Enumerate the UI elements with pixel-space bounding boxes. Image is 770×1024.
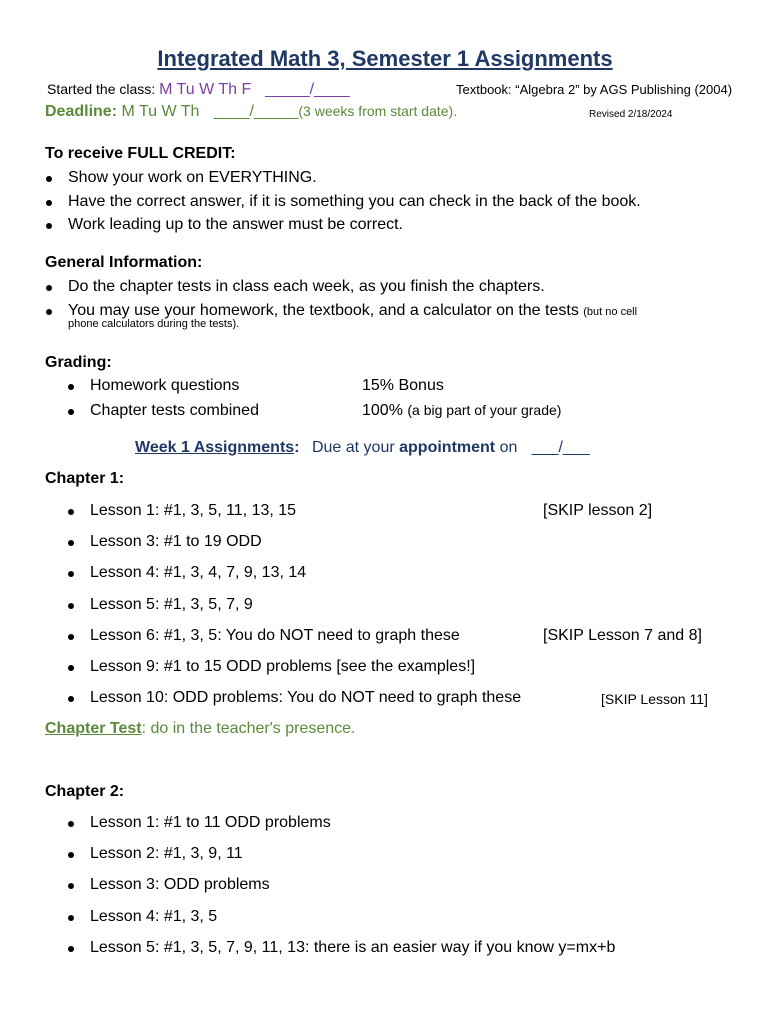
revised-date: Revised 2/18/2024 [589, 109, 673, 120]
chapter1-lesson-note: [SKIP lesson 2] [543, 502, 653, 519]
deadline-line [45, 103, 457, 121]
grading-row-value: 100% [362, 402, 403, 419]
chapter2-lesson: Lesson 2: #1, 3, 9, 11 [90, 845, 243, 862]
deadline-label: Deadline: [45, 103, 118, 120]
chapter1-lesson: Lesson 4: #1, 3, 4, 7, 9, 13, 14 [90, 564, 307, 581]
grading-heading: Grading: [45, 354, 112, 371]
chapter1-lesson-note: [SKIP Lesson 11] [601, 691, 708, 707]
week1-line [135, 439, 590, 457]
full-credit-item: Show your work on EVERYTHING. [68, 169, 317, 186]
grading-row-value: 15% Bonus [362, 377, 444, 394]
deadline-note: (3 weeks from start date). [298, 103, 458, 119]
chapter2-lesson: Lesson 3: ODD problems [90, 876, 270, 893]
full-credit-item: Work leading up to the answer must be correct. [68, 216, 403, 233]
chapter1-lesson: Lesson 1: #1, 3, 5, 11, 13, 15 [90, 502, 297, 519]
general-item: Do the chapter tests in class each week, as you finish the chapters. [68, 278, 545, 295]
chapter1-lesson: Lesson 5: #1, 3, 5, 7, 9 [90, 596, 253, 613]
deadline-date-blank: ____/_____ [213, 103, 299, 120]
full-credit-item: Have the correct answer, if it is something you can check in the back of the book. [68, 193, 641, 210]
chapter1-lesson-note: [SKIP Lesson 7 and 8] [543, 627, 702, 644]
chapter1-lesson: Lesson 10: ODD problems: You do NOT need to graph these [90, 689, 522, 706]
page-title: Integrated Math 3, Semester 1 Assignments [157, 46, 613, 71]
deadline-days: M Tu W Th [121, 103, 200, 120]
week1-on: on [499, 439, 518, 456]
started-label: Started the class: [47, 81, 156, 97]
full-credit-heading: To receive FULL CREDIT: [45, 145, 236, 162]
chapter1-lesson: Lesson 9: #1 to 15 ODD problems [see the examples!] [90, 658, 476, 675]
general-heading: General Information: [45, 254, 203, 271]
grading-row-note: (a big part of your grade) [407, 402, 562, 418]
chapter2-lesson: Lesson 1: #1 to 11 ODD problems [90, 814, 331, 831]
chapter2-lesson: Lesson 5: #1, 3, 5, 7, 9, 11, 13: there is an easier way if you know y=mx+b [90, 939, 616, 956]
general-item2-main: You may use your homework, the textbook, and a calculator on the tests [68, 302, 579, 319]
started-line [47, 81, 350, 99]
chapter1-lesson: Lesson 3: #1 to 19 ODD [90, 533, 262, 550]
started-days: M Tu W Th F [159, 81, 252, 98]
textbook-info: Textbook: “Algebra 2” by AGS Publishing (2004) [456, 82, 733, 97]
chapter2-heading: Chapter 2: [45, 783, 125, 800]
chapter1-lesson: Lesson 6: #1, 3, 5: You do NOT need to graph these [90, 627, 460, 644]
week1-label: Week 1 Assignments [135, 439, 295, 456]
week1-due: Due at your [311, 439, 395, 456]
week1-date-blank: ___/___ [531, 439, 590, 456]
general-item2-note-cont: phone calculators during the tests). [68, 318, 240, 330]
week1-colon: : [294, 439, 300, 456]
chapter2-lesson: Lesson 4: #1, 3, 5 [90, 908, 218, 925]
grading-row-label: Homework questions [90, 377, 240, 394]
grading-row-label: Chapter tests combined [90, 402, 259, 419]
chapter-test-label: Chapter Test [45, 720, 142, 737]
chapter1-heading: Chapter 1: [45, 470, 125, 487]
chapter-test-text: : do in the teacher's presence. [141, 720, 356, 737]
grading-row-value-line [362, 402, 561, 420]
started-date-blank: _____/____ [265, 81, 350, 98]
general-item2-note: (but no cell [583, 306, 638, 318]
week1-appointment: appointment [399, 439, 496, 456]
chapter-test-line [45, 720, 355, 738]
